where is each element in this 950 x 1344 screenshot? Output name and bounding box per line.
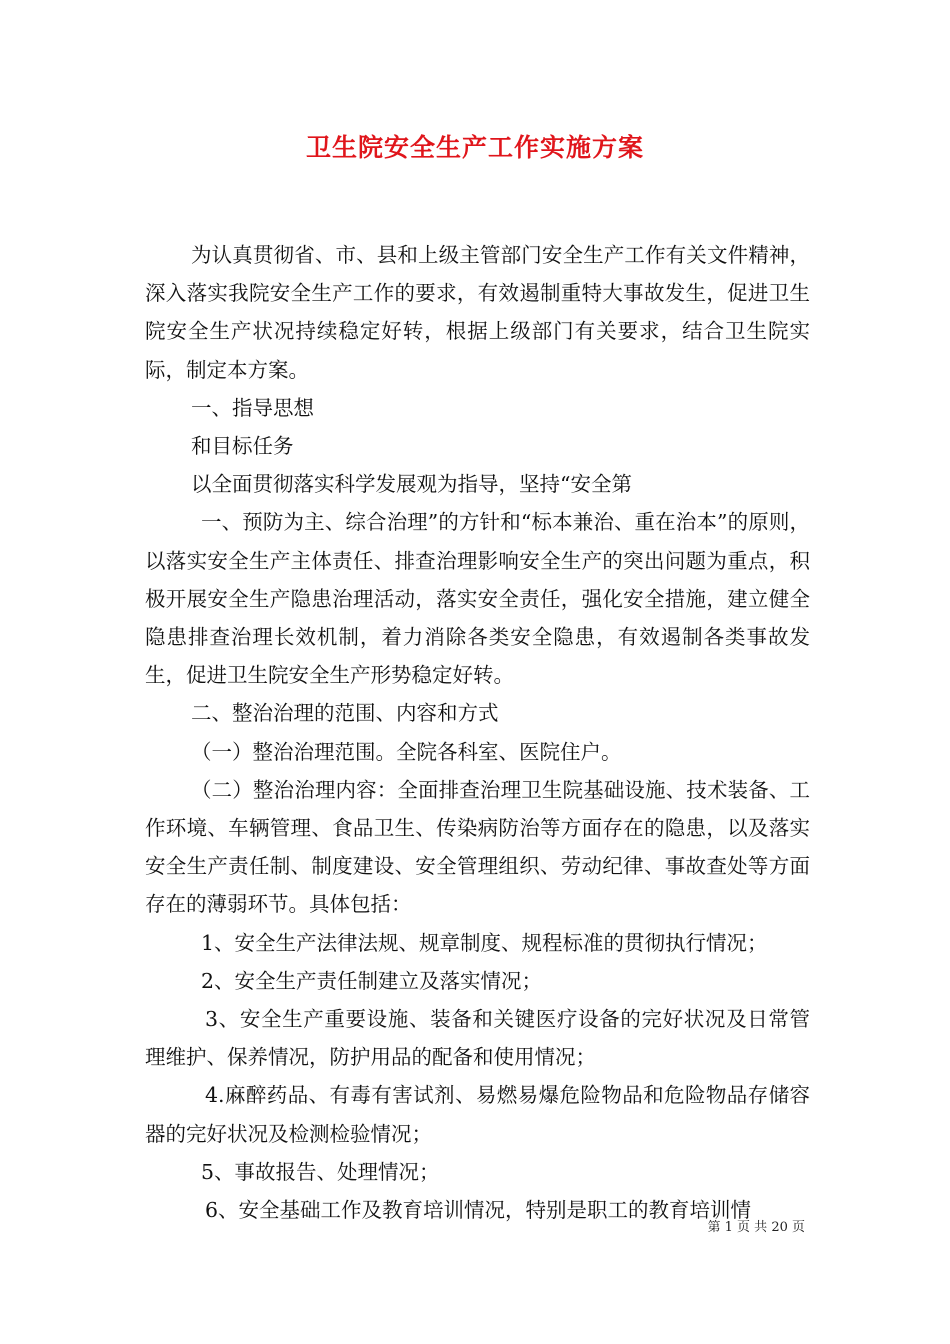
heading-guiding-ideology: 一、指导思想 <box>191 395 314 420</box>
document-title: 卫生院安全生产工作实施方案 <box>305 133 644 162</box>
paragraph-intro: 为认真贯彻省、市、县和上级主管部门安全生产工作有关文件精神，深入落实我院安全生产工作的要求，有效遏制重特大事故发生，促进卫生院安全生产状况持续稳定好转，根据上级部门有关要求，结合卫生院实际，制定本方案。 <box>145 243 810 382</box>
heading-scope-content-method: 二、整治治理的范围、内容和方式 <box>191 701 499 726</box>
list-item-2: 2、安全生产责任制建立及落实情况； <box>201 968 543 993</box>
document-body <box>145 236 810 1229</box>
paragraph-scope: （一）整治治理范围。全院各科室、医院住户。 <box>191 739 622 764</box>
paragraph-guidance-start: 以全面贯彻落实科学发展观为指导，坚持“安全第 <box>191 472 632 497</box>
heading-goals-tasks: 和目标任务 <box>191 434 294 459</box>
list-item-4: 4.麻醉药品、有毒有害试剂、易燃易爆危险物品和危险物品存储容器的完好状况及检测检验情况； <box>145 1083 810 1146</box>
page-number: 第 1 页 共 20 页 <box>707 1220 805 1235</box>
list-item-6: 6、安全基础工作及教育培训情况，特别是职工的教育培训情 <box>205 1198 752 1223</box>
list-item-1: 1、安全生产法律法规、规章制度、规程标准的贯彻执行情况； <box>201 930 768 955</box>
paragraph-content: （二）整治治理内容：全面排查治理卫生院基础设施、技术装备、工作环境、车辆管理、食品卫生、传染病防治等方面存在的隐患，以及落实安全生产责任制、制度建设、安全管理组织、劳动纪律、事故查处等方面存在的薄弱环节。具体包括： <box>145 777 810 917</box>
list-item-5: 5、事故报告、处理情况； <box>201 1159 440 1184</box>
list-item-3: 3、安全生产重要设施、装备和关键医疗设备的完好状况及日常管理维护、保养情况，防护用品的配备和使用情况； <box>145 1007 810 1070</box>
paragraph-guidance-principles: 一、预防为主、综合治理”的方针和“标本兼治、重在治本”的原则，以落实安全生产主体责任、排查治理影响安全生产的突出问题为重点，积极开展安全生产隐患治理活动，落实安全责任，强化安全措施，建立健全隐患排查治理长效机制，着力消除各类安全隐患，有效遏制各类事故发生，促进卫生院安全生产形势稳定好转。 <box>145 510 810 688</box>
